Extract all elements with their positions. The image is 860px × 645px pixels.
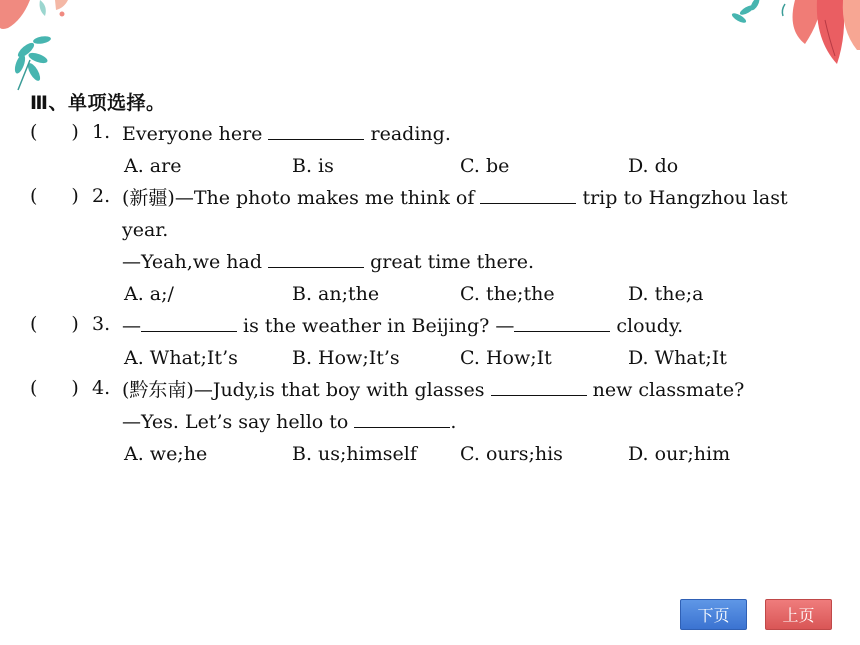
fill-blank <box>491 377 587 396</box>
option-b[interactable]: B. us;himself <box>292 443 417 465</box>
option-a[interactable]: A. we;he <box>124 443 208 465</box>
fill-blank <box>514 313 610 332</box>
option-c[interactable]: C. be <box>460 155 510 177</box>
question-stem: (黔东南)—Judy,is that boy with glasses new classmate? <box>122 379 745 401</box>
question-stem: (新疆)—The photo makes me think of trip to Hangzhou last <box>122 187 788 209</box>
question-stem: — is the weather in Beijing? — cloudy. <box>122 315 684 337</box>
fill-blank <box>354 409 450 428</box>
option-a[interactable]: A. a;/ <box>124 283 174 305</box>
option-d[interactable]: D. do <box>628 155 679 177</box>
section-title: Ⅲ、单项选择。 <box>30 92 166 114</box>
fill-blank <box>141 313 237 332</box>
option-b[interactable]: B. is <box>292 155 334 177</box>
previous-page-button[interactable]: 上页 <box>765 599 832 630</box>
fill-blank <box>268 249 364 268</box>
answer-parentheses[interactable]: ( ) <box>30 185 79 207</box>
option-d[interactable]: D. What;It <box>628 347 727 369</box>
question-number: 3. <box>92 313 111 335</box>
option-c[interactable]: C. How;It <box>460 347 552 369</box>
question-number: 1. <box>92 121 111 143</box>
question-number: 2. <box>92 185 111 207</box>
question-stem: Everyone here reading. <box>122 123 451 145</box>
option-b[interactable]: B. How;It’s <box>292 347 400 369</box>
next-page-button[interactable]: 下页 <box>680 599 747 630</box>
question-stem-continued: year. <box>122 219 169 241</box>
option-d[interactable]: D. our;him <box>628 443 731 465</box>
option-d[interactable]: D. the;a <box>628 283 704 305</box>
fill-blank <box>268 121 364 140</box>
answer-parentheses[interactable]: ( ) <box>30 121 79 143</box>
question-number: 4. <box>92 377 111 399</box>
option-c[interactable]: C. the;the <box>460 283 555 305</box>
answer-parentheses[interactable]: ( ) <box>30 313 79 335</box>
leaf-decoration-left-icon <box>0 0 90 95</box>
question-response: —Yeah,we had great time there. <box>122 251 535 273</box>
leaf-decoration-right-icon <box>725 0 860 75</box>
option-b[interactable]: B. an;the <box>292 283 380 305</box>
answer-parentheses[interactable]: ( ) <box>30 377 79 399</box>
fill-blank <box>480 185 576 204</box>
question-response: —Yes. Let’s say hello to . <box>122 411 457 433</box>
option-a[interactable]: A. are <box>124 155 182 177</box>
option-a[interactable]: A. What;It’s <box>124 347 238 369</box>
option-c[interactable]: C. ours;his <box>460 443 563 465</box>
